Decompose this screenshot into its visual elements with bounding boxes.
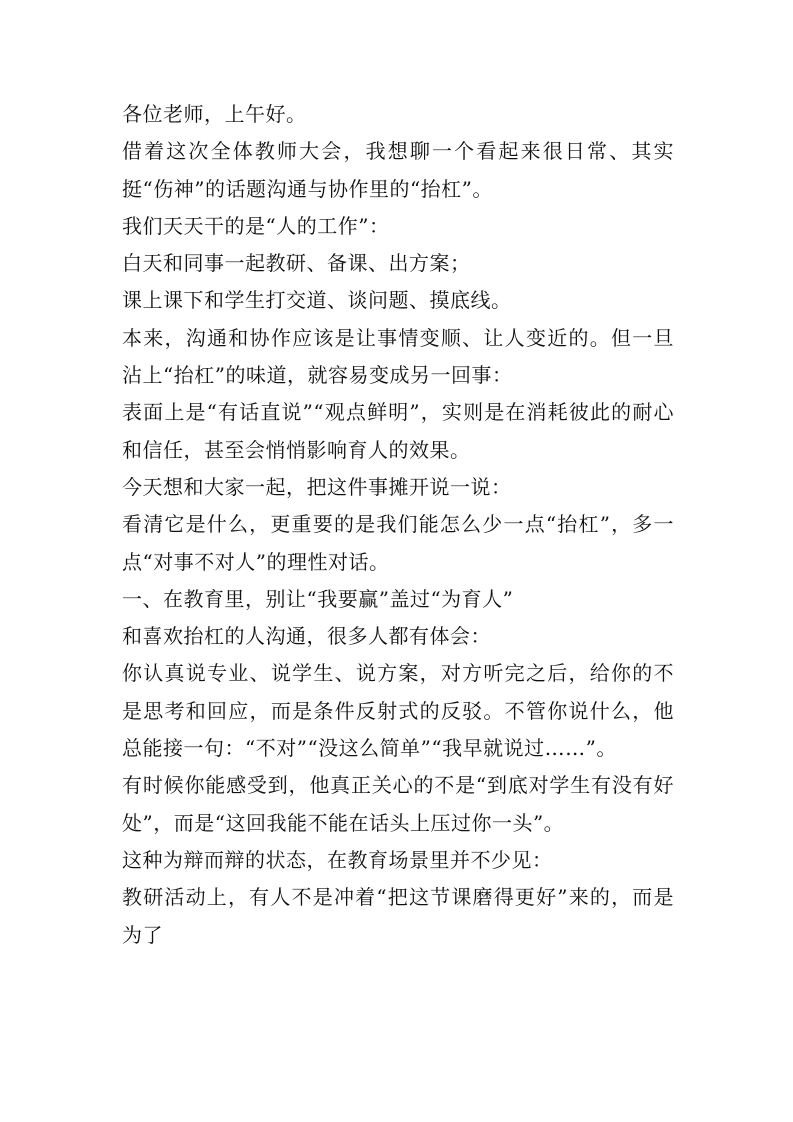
paragraph: 看清它是什么，更重要的是我们能怎么少一点“抬杠”，多一点“对事不对人”的理性对话。 bbox=[122, 512, 674, 574]
paragraph: 课上课下和学生打交道、谈问题、摸底线。 bbox=[122, 288, 512, 313]
paragraph: 本来，沟通和协作应该是让事情变顺、让人变近的。但一旦沾上“抬杠”的味道，就容易变成另一回事： bbox=[122, 325, 674, 388]
paragraph: 有时候你能感受到，他真正关心的不是“到底对学生有没有好处”，而是“这回我能不能在话头上压过你一头”。 bbox=[122, 773, 674, 835]
paragraph: 各位老师，上午好。 bbox=[122, 102, 307, 126]
paragraph: 和喜欢抬杠的人沟通，很多人都有体会： bbox=[122, 624, 491, 649]
section-heading: 一、在教育里，别让“我要赢”盖过“为育人” bbox=[122, 586, 514, 611]
paragraph: 白天和同事一起教研、备课、出方案； bbox=[122, 251, 471, 276]
paragraph: 借着这次全体教师大会，我想聊一个看起来很日常、其实挺“伤神”的话题沟通与协作里的“抬杠”。 bbox=[122, 139, 674, 201]
paragraph: 表面上是“有话直说”“观点鲜明”，实则是在消耗彼此的耐心和信任，甚至会悄悄影响育人的效果。 bbox=[122, 400, 674, 462]
paragraph: 你认真说专业、说学生、说方案，对方听完之后，给你的不是思考和回应，而是条件反射式的反驳。不管你说什么，他总能接一句：“不对”“没这么简单”“我早就说过……”。 bbox=[122, 661, 674, 761]
paragraph: 这种为辩而辩的状态，在教育场景里并不少见： bbox=[122, 847, 553, 872]
paragraph: 教研活动上，有人不是冲着“把这节课磨得更好”来的，而是为了 bbox=[122, 885, 674, 947]
paragraph: 今天想和大家一起，把这件事摊开说一说： bbox=[122, 474, 512, 499]
document-body bbox=[122, 96, 674, 954]
paragraph: 我们天天干的是“人的工作”： bbox=[122, 213, 390, 238]
